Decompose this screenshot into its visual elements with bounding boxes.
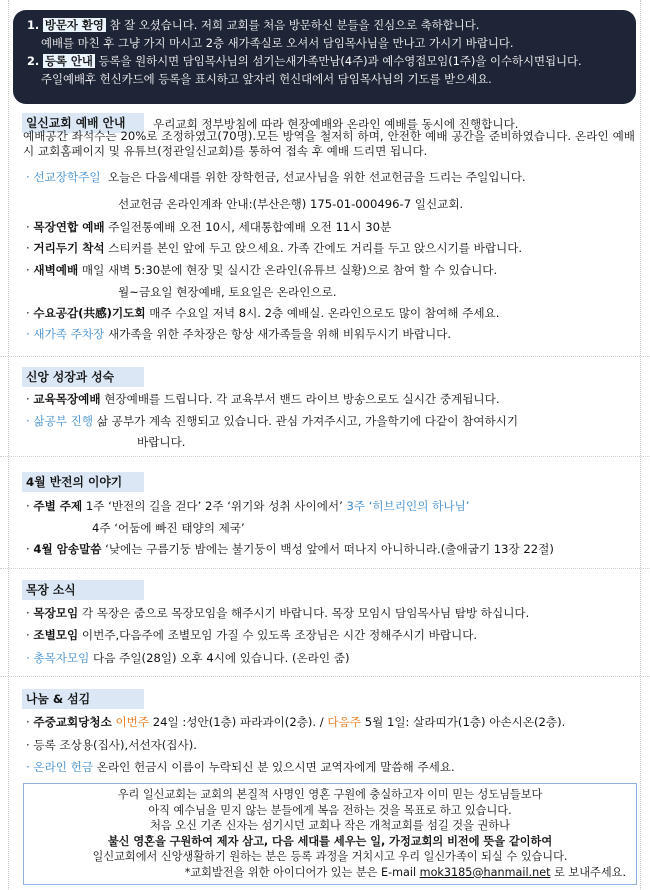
mission-text: 오늘은 다음세대를 위한 장학헌금, 선교사님을 위한 선교헌금을 드리는 주일입니다. — [107, 170, 526, 184]
education-text: 현장예배를 드립니다. 각 교육부서 밴드 라이브 방송으로도 실시간 중계됩니다. — [100, 392, 500, 406]
theme-sub: 4주 ‘어둠에 빠진 태양의 제국’ — [92, 521, 245, 535]
banner-line-4: 주일예배후 헌신카드에 등록을 표시하고 앞자리 헌신대에서 담임목사님의 기도를 받으세요. — [41, 72, 492, 86]
parking-label: 새가족 주차장 — [33, 327, 105, 341]
group-meeting-label: 조별모임 — [33, 628, 79, 642]
banner-line-2: 예배를 마친 후 그냥 가지 마시고 2층 새가족실로 오셔서 담임목사님을 만나고 가시기 바랍니다. — [41, 36, 514, 50]
group-meeting-text: 이번주,다음주에 조별모임 가질 수 있도록 조장님은 시간 정해주시기 바랍니다. — [78, 628, 478, 642]
cleaning-this-week: 이번주 — [111, 715, 150, 729]
dawn-label: 새벽예배 — [33, 263, 79, 277]
email-link[interactable]: mok3185@hanmail.net — [419, 865, 551, 879]
item-theme: · 주별 주제 1주 ‘반전의 길을 걷다’ 2주 ‘위기와 성취 사이에서’ 3주 ‘히브리인의 하나님’ — [26, 499, 470, 513]
parking-text: 새가족을 위한 주차장은 항상 새가족들을 위해 비워두시기 바랍니다. — [104, 327, 452, 341]
cell-meeting-text: 각 목장은 줌으로 목장모임을 해주시기 바랍니다. 목장 모임시 담임목사님 탐방 하십니다. — [78, 606, 530, 620]
study-text-cont: 바랍니다. — [137, 435, 186, 449]
dawn-text: 매일 새벽 5:30분에 현장 및 실시간 온라인(유튜브 실황)으로 참여 할 수 있습니다. — [78, 263, 498, 277]
wednesday-text: 매주 수요일 저녁 8시. 2층 예배실. 온라인으로도 많이 참여해 주세요. — [145, 306, 500, 320]
banner-line-1 — [27, 16, 636, 34]
study-label: 삶공부 진행 — [33, 414, 94, 428]
section-heading-story: 4월 반전의 이야기 — [22, 472, 144, 492]
vision-line-3: 처음 오신 기존 신자는 섬기시던 교회나 작은 개척교회를 섬길 것을 권하나 — [150, 819, 510, 832]
distance-label: 거리두기 착석 — [33, 241, 105, 255]
theme-label: 주별 주제 — [33, 499, 83, 513]
item-cell-meeting: · 목장모임 각 목장은 줌으로 목장모임을 해주시기 바랍니다. 목장 모임시 담임목사님 탐방 하십니다. — [26, 606, 530, 620]
item-leader-meeting: · 총목자모임 다음 주일(28일) 오후 4시에 있습니다. (온라인 줌) — [26, 651, 350, 665]
vision-line-1: 우리 일신교회는 교회의 본질적 사명인 영혼 구원에 충실하고자 이미 믿는 성도님들보다 — [117, 788, 543, 801]
item-wednesday: · 수요공감(共感)기도회 매주 수요일 저녁 8시. 2층 예배실. 온라인으로도 많이 참여해 주세요. — [26, 306, 500, 320]
theme-text: 1주 ‘반전의 길을 걷다’ 2주 ‘위기와 성취 사이에서’ — [82, 499, 347, 513]
item-registration: · 등록 조상용(집사),서선자(집사). — [26, 738, 197, 752]
vision-note-text: *교회발전을 위한 아이디어가 있는 분은 E-mail — [184, 865, 420, 879]
item-study: · 삶공부 진행 삶 공부가 계속 진행되고 있습니다. 관심 가져주시고, 가을학기에 다같이 참여하시기 — [26, 414, 519, 428]
verse-text: ‘낮에는 구름기둥 밤에는 불기둥이 백성 앞에서 떠나지 아니하니라.(출애굽기 13장 22절) — [101, 542, 554, 556]
item-verse: · 4월 암송말씀 ‘낮에는 구름기둥 밤에는 불기둥이 백성 앞에서 떠나지 아니하니라.(출애굽기 13장 22절) — [26, 542, 554, 556]
vision-line-4: 불신 영혼을 구원하여 제자 삼고, 다음 세대를 세우는 일, 가정교회의 비전에 뜻을 같이하여 — [107, 834, 553, 848]
vision-note — [24, 865, 636, 881]
item-mission: · 선교장학주일 오늘은 다음세대를 위한 장학헌금, 선교사님을 위한 선교헌금을 드리는 주일입니다. — [26, 170, 526, 184]
online-offering-label: 온라인 헌금 — [33, 760, 94, 774]
section-divider — [0, 356, 650, 357]
education-label: 교육목장예배 — [33, 392, 101, 406]
guide-line-left — [8, 0, 9, 890]
joint-text: 주일전통예배 오전 10시, 세대통합예배 오전 11시 30분 — [104, 220, 392, 234]
cell-meeting-label: 목장모임 — [33, 606, 79, 620]
wednesday-label: 수요공감(共感)기도회 — [33, 306, 146, 320]
banner-text: 참 잘 오셨습니다. 저희 교회를 처음 방문하신 분들을 진심으로 축하합니다. — [105, 18, 480, 32]
banner-number: 2. — [27, 54, 40, 68]
theme-highlight: 3주 ‘히브리인의 하나님’ — [346, 499, 470, 513]
verse-label: 4월 암송말씀 — [33, 542, 102, 556]
leader-meeting-label: 총목자모임 — [33, 651, 90, 665]
vision-line-2: 아직 예수님을 믿지 않는 분들에게 복음 전하는 것을 목표로 하고 있습니다. — [148, 803, 512, 817]
joint-label: 목장연합 예배 — [33, 220, 105, 234]
online-offering-text: 온라인 헌금시 이름이 누락되신 분 있으시면 교역자에게 말씀해 주세요. — [93, 760, 455, 774]
mission-label: 선교장학주일 — [33, 170, 101, 184]
banner-label-welcome: 방문자 환영 — [44, 18, 104, 32]
section-divider — [0, 676, 650, 677]
vision-box — [23, 783, 637, 885]
banner-label-register: 등록 안내 — [44, 54, 93, 68]
cleaning-next-week: 다음주 — [327, 715, 362, 729]
section-heading-cell: 목장 소식 — [22, 580, 144, 600]
section-divider — [0, 568, 650, 569]
worship-paragraph: 예배공간 좌석수는 20%로 조정하였고(70명).모든 방역을 철저히 하며, 안전한 예배 공간을 준비하였습니다. 온라인 예배시 교회홈페이지 및 유튜브(정관일신교회)를 통하여 접속 후 예배 드리면 됩니다. — [23, 129, 635, 158]
dawn-sub: 월~금요일 현장예배, 토요일은 온라인으로. — [118, 285, 337, 299]
banner-line-3 — [27, 52, 636, 70]
cleaning-label: 주중교회당청소 — [33, 715, 112, 729]
item-online-offering: · 온라인 헌금 온라인 헌금시 이름이 누락되신 분 있으시면 교역자에게 말씀해 주세요. — [26, 760, 455, 774]
worship-intro: 우리교회 정부방침에 따라 현장예배와 온라인 예배를 동시에 진행합니다. — [153, 117, 519, 131]
section-heading-share: 나눔 & 섬김 — [22, 689, 144, 709]
mission-account: 선교헌금 온라인계좌 안내:(부산은행) 175-01-000496-7 일신교회. — [118, 197, 464, 211]
study-text: 삶 공부가 계속 진행되고 있습니다. 관심 가져주시고, 가을학기에 다같이 참여하시기 — [93, 414, 519, 428]
item-group-meeting: · 조별모임 이번주,다음주에 조별모임 가질 수 있도록 조장님은 시간 정해주시기 바랍니다. — [26, 628, 478, 642]
guide-line-right — [640, 0, 641, 890]
section-heading-growth: 신앙 성장과 성숙 — [22, 367, 144, 387]
welcome-banner — [13, 10, 636, 104]
registration-text: 등록 조상용(집사),서선자(집사). — [33, 738, 197, 752]
distance-text: 스티커를 본인 앞에 두고 앉으세요. 가족 간에도 거리를 두고 앉으시기를 바랍니다. — [104, 241, 523, 255]
banner-number: 1. — [27, 18, 40, 32]
cleaning-text-2: 5월 1일: 살라띠가(1층) 아손시온(2층). — [361, 715, 566, 729]
leader-meeting-text: 다음 주일(28일) 오후 4시에 있습니다. (온라인 줌) — [89, 651, 350, 665]
item-joint-worship: · 목장연합 예배 주일전통예배 오전 10시, 세대통합예배 오전 11시 30분 — [26, 220, 392, 234]
item-dawn: · 새벽예배 매일 새벽 5:30분에 현장 및 실시간 온라인(유튜브 실황)으로 참여 할 수 있습니다. — [26, 263, 498, 277]
section-heading-worship: 일신교회 예배 안내 — [22, 113, 144, 133]
item-distance: · 거리두기 착석 스티커를 본인 앞에 두고 앉으세요. 가족 간에도 거리를 두고 앉으시기를 바랍니다. — [26, 241, 523, 255]
vision-line-5: 일신교회에서 신앙생활하기 원하는 분은 등록 과정을 거치시고 우리 일신가족이 되실 수 있습니다. — [92, 850, 568, 863]
item-cleaning: · 주중교회당청소 이번주 24일 :성안(1층) 파라과이(2층). / 다음주 5월 1일: 살라띠가(1층) 아손시온(2층). — [26, 715, 566, 729]
item-education: · 교육목장예배 현장예배를 드립니다. 각 교육부서 밴드 라이브 방송으로도 실시간 중계됩니다. — [26, 392, 500, 406]
section-divider — [0, 456, 650, 457]
cleaning-text-1: 24일 :성안(1층) 파라과이(2층). / — [149, 715, 328, 729]
vision-note-end: 로 보내주세요. — [550, 865, 626, 879]
banner-text: 등록을 원하시면 담임목사님의 섬기는새가족만남(4주)과 예수영접모임(1주)을 이수하시면됩니다. — [94, 54, 582, 68]
item-parking: · 새가족 주차장 새가족을 위한 주차장은 항상 새가족들을 위해 비워두시기 바랍니다. — [26, 327, 452, 341]
